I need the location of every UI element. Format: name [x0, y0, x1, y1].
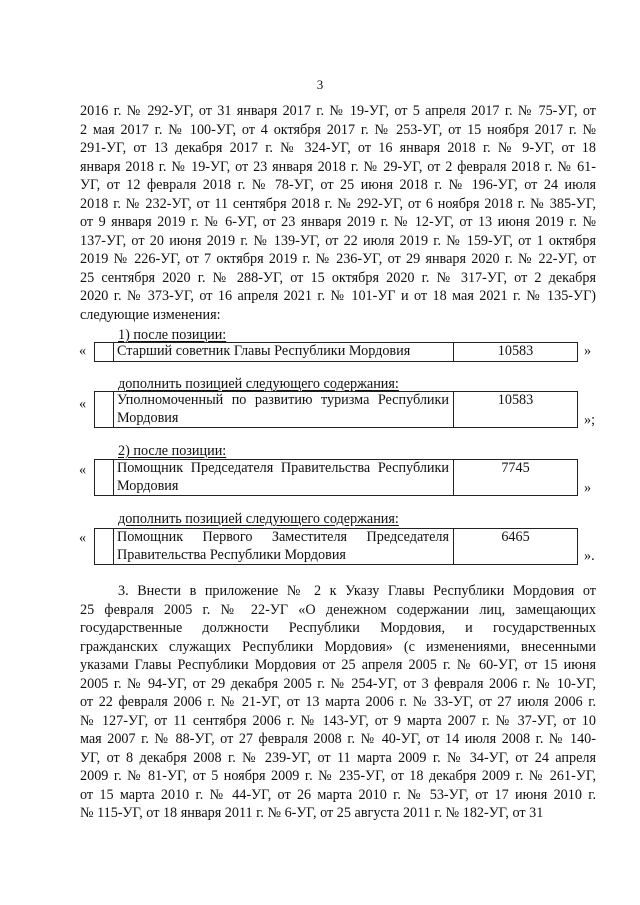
position-line: Уполномоченный по развитию туризма Республики — [117, 392, 449, 408]
close-quote: ». — [584, 548, 595, 564]
close-quote: » — [584, 343, 592, 359]
amount-cell: 7745 — [454, 460, 578, 495]
position-line: Мордовия — [117, 477, 179, 494]
text-line: 2016 г. № 292-УГ, от 31 января 2017 г. № 19-УГ, от 5 апреля 2017 г. № 75-УГ, от — [80, 103, 596, 119]
position-line: Правительства Республики Мордовия — [117, 546, 346, 563]
text-line: 2 мая 2017 г. № 100-УГ, от 4 октября 2017 г. № 253-УГ, от 15 ноября 2017 г. № — [80, 121, 596, 138]
open-quote: « — [79, 343, 87, 359]
amount-cell: 10583 — [454, 392, 578, 427]
text-line: 2005 г. № 94-УГ, от 29 декабря 2005 г. № 254-УГ, от 3 февраля 2006 г. № 10-УГ, — [80, 675, 596, 692]
position-line: Старший советник Главы Республики Мордовия — [117, 343, 411, 359]
text-line: 2020 г. № 373-УГ, от 16 апреля 2021 г. № 101-УГ и от 18 мая 2021 г. № 135-УГ) — [80, 288, 596, 304]
position-line: Помощник Первого Заместителя Председателя — [117, 529, 449, 545]
text-line: указами Главы Республики Мордовия от 25 апреля 2005 г. № 60-УГ, от 15 июня — [80, 657, 596, 673]
text-line: от 9 января 2019 г. № 6-УГ, от 23 января 2019 г. № 12-УГ, от 13 июня 2019 г. № — [80, 214, 596, 230]
intro-paragraph — [80, 102, 596, 324]
text-line: гражданских служащих Республики Мордовия» (с изменениями, внесенными — [80, 638, 596, 655]
table-cell-empty — [94, 392, 114, 427]
text-line: следующие изменения: — [80, 306, 221, 323]
position-line: Мордовия — [117, 409, 179, 426]
position-cell — [114, 529, 454, 564]
amount-cell: 6465 — [454, 529, 578, 564]
close-quote: »; — [584, 412, 596, 428]
text-line: от 22 февраля 2006 г. № 21-УГ, от 13 марта 2006 г. № 33-УГ, от 27 июля 2006 г. — [80, 694, 596, 710]
page-number: 3 — [316, 77, 324, 92]
text-line: 25 сентября 2020 г. № 288-УГ, от 15 октября 2020 г. № 317-УГ, от 2 декабря — [80, 269, 596, 286]
open-quote: « — [79, 530, 87, 546]
text-line: № 127-УГ, от 11 сентября 2006 г. № 143-УГ, от 9 марта 2007 г. № 37-УГ, от 10 — [80, 712, 596, 729]
position-cell — [114, 460, 454, 495]
text-line: № 115-УГ, от 18 января 2011 г. № 6-УГ, от 25 августа 2011 г. № 182-УГ, от 31 — [80, 805, 544, 821]
item-label: 1) после позиции: — [118, 327, 227, 343]
item-label: дополнить позицией следующего содержания: — [118, 511, 399, 527]
text-line: января 2018 г. № 19-УГ, от 23 января 2018 г. № 29-УГ, от 2 февраля 2018 г. № 61- — [80, 158, 596, 175]
text-line: мая 2007 г. № 88-УГ, от 27 февраля 2008 г. № 40-УГ, от 14 июля 2008 г. № 140- — [80, 731, 596, 747]
text-line: 137-УГ, от 20 июня 2019 г. № 139-УГ, от 22 июля 2019 г. № 159-УГ, от 1 октября — [80, 232, 596, 249]
position-table — [94, 459, 578, 496]
text-line: 25 февраля 2005 г. № 22-УГ «О денежном содержании лиц, замещающих — [80, 601, 596, 618]
text-line: УГ, от 12 февраля 2018 г. № 78-УГ, от 25 июня 2018 г. № 196-УГ, от 24 июля — [80, 177, 596, 193]
close-quote: » — [584, 480, 592, 496]
text-line: 2018 г. № 232-УГ, от 11 сентября 2018 г. № 292-УГ, от 6 ноября 2018 г. № 385-УГ, — [80, 195, 596, 212]
text-line: 2019 № 226-УГ, от 7 октября 2019 г. № 236-УГ, от 29 января 2020 г. № 22-УГ, от — [80, 251, 596, 267]
open-quote: « — [79, 462, 87, 478]
text-line: 291-УГ, от 13 декабря 2017 г. № 324-УГ, от 16 января 2018 г. № 9-УГ, от 18 — [80, 140, 596, 156]
position-table — [94, 391, 578, 428]
position-cell — [114, 343, 454, 361]
item-label: 2) после позиции: — [118, 443, 227, 459]
text-line: государственные должности Республики Мордовия, и государственных — [80, 620, 596, 636]
position-cell — [114, 392, 454, 427]
text-line: от 15 марта 2010 г. № 44-УГ, от 26 марта 2010 г. № 53-УГ, от 17 июня 2010 г. — [80, 786, 596, 803]
text-line: 2009 г. № 81-УГ, от 5 ноября 2009 г. № 235-УГ, от 18 декабря 2009 г. № 261-УГ, — [80, 768, 596, 784]
open-quote: « — [79, 396, 87, 412]
section-3-paragraph — [80, 582, 596, 823]
item-label: дополнить позицией следующего содержания: — [118, 376, 399, 392]
amount-cell: 10583 — [454, 343, 578, 361]
table-cell-empty — [94, 529, 114, 564]
text-line: 3. Внести в приложение № 2 к Указу Главы Республики Мордовия от — [118, 583, 596, 599]
position-table — [94, 342, 578, 362]
table-cell-empty — [94, 343, 114, 361]
position-line: Помощник Председателя Правительства Республики — [117, 460, 449, 476]
text-line: УГ, от 8 декабря 2008 г. № 239-УГ, от 11 марта 2009 г. № 34-УГ, от 24 апреля — [80, 749, 596, 766]
table-cell-empty — [94, 460, 114, 495]
position-table — [94, 528, 578, 565]
